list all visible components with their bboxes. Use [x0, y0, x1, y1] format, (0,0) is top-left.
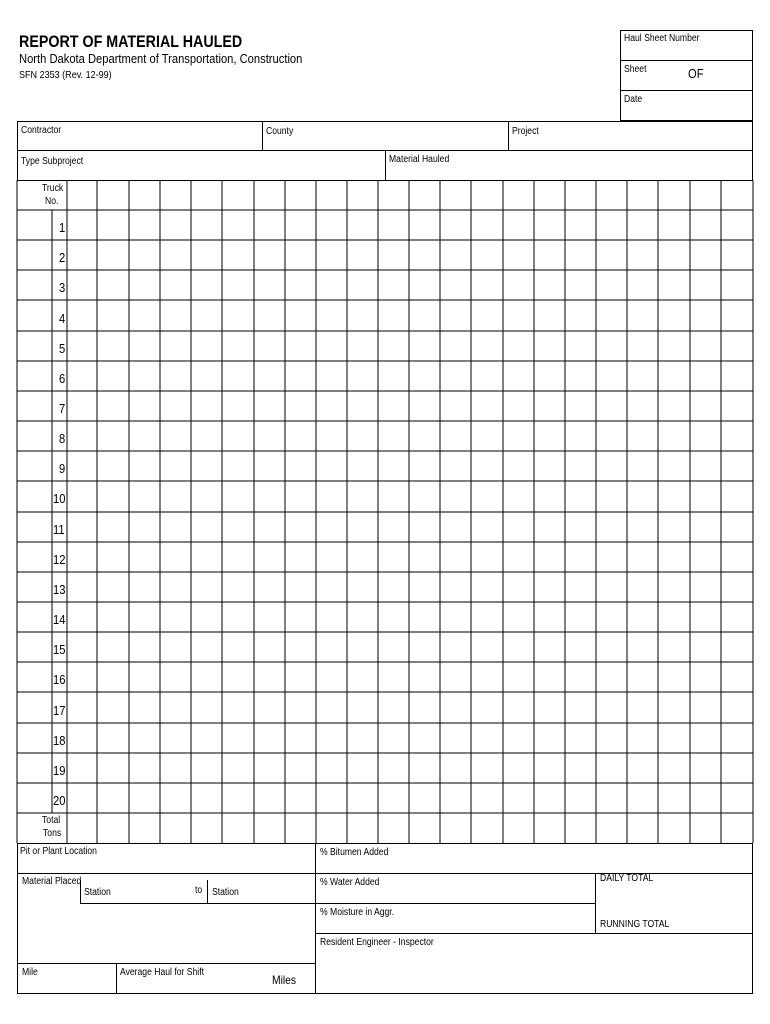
department-name: North Dakota Department of Transportation, Construction	[19, 51, 303, 66]
date-label: Date	[624, 94, 643, 105]
resident-engineer-label: Resident Engineer - Inspector	[320, 937, 434, 948]
truck-row-number: 17	[53, 703, 66, 718]
county-label: County	[266, 126, 294, 137]
haul-sheet-number-label: Haul Sheet Number	[624, 33, 700, 44]
station-label-2: Station	[212, 887, 239, 898]
water-label: % Water Added	[320, 877, 380, 888]
total-label-line2: Tons	[43, 828, 62, 839]
material-placed-label: Material Placed	[22, 876, 82, 887]
station-label-1: Station	[84, 887, 111, 898]
sheet-label: Sheet	[624, 64, 647, 75]
running-total-label: RUNNING TOTAL	[600, 919, 670, 930]
contractor-label: Contractor	[21, 125, 62, 136]
truck-row-number: 11	[53, 522, 65, 537]
daily-total-label: DAILY TOTAL	[600, 873, 654, 884]
truck-row-number: 9	[59, 461, 66, 476]
bitumen-label: % Bitumen Added	[320, 847, 389, 858]
form-title: REPORT OF MATERIAL HAULED	[19, 32, 243, 51]
truck-row-number: 16	[53, 672, 66, 687]
form-number: SFN 2353 (Rev. 12-99)	[19, 69, 112, 81]
miles-label: Miles	[272, 973, 297, 987]
truck-header-line1: Truck	[42, 183, 64, 194]
truck-row-number: 20	[53, 793, 66, 808]
of-label: OF	[688, 66, 704, 81]
mile-label: Mile	[22, 967, 38, 978]
truck-row-number: 12	[53, 552, 66, 567]
truck-row-number: 15	[53, 642, 66, 657]
type-subproject-label: Type Subproject	[21, 156, 84, 167]
truck-row-number: 19	[53, 763, 66, 778]
truck-row-number: 13	[53, 582, 66, 597]
truck-row-number: 1	[59, 220, 66, 235]
truck-row-number: 10	[53, 491, 66, 506]
average-haul-label: Average Haul for Shift	[120, 967, 204, 978]
truck-row-number: 14	[53, 612, 66, 627]
truck-row-number: 8	[59, 431, 66, 446]
truck-row-number: 2	[59, 250, 66, 265]
truck-row-number: 4	[59, 311, 66, 326]
truck-row-number: 18	[53, 733, 66, 748]
pit-location-label: Pit or Plant Location	[20, 846, 97, 857]
moisture-label: % Moisture in Aggr.	[320, 907, 395, 918]
material-hauled-label: Material Hauled	[389, 154, 450, 165]
to-label: to	[195, 885, 203, 896]
truck-row-number: 3	[59, 280, 66, 295]
truck-header-line2: No.	[45, 196, 59, 207]
total-label-line1: Total	[42, 815, 61, 826]
truck-row-number: 7	[59, 401, 66, 416]
truck-row-number: 5	[59, 341, 66, 356]
project-label: Project	[512, 126, 539, 137]
truck-row-number: 6	[59, 371, 66, 386]
